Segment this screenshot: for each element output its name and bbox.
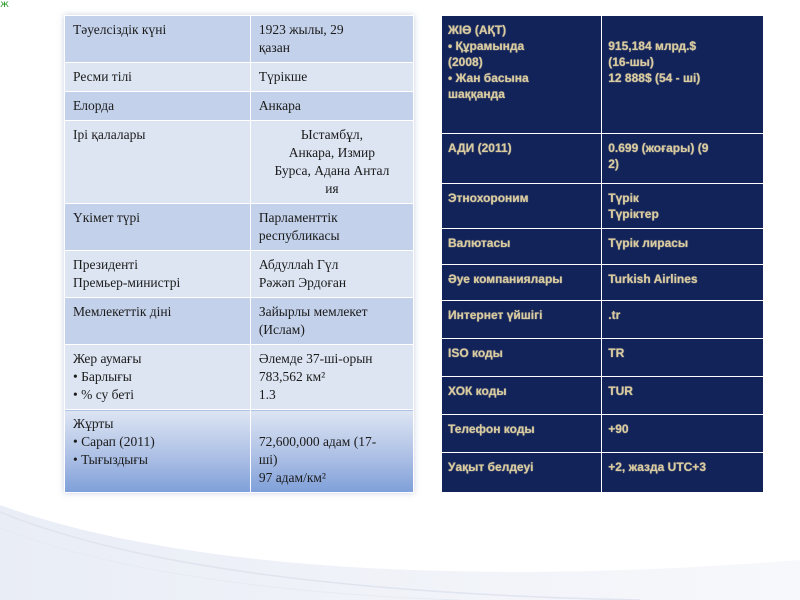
row-value-line: 0.699 (жоғары) (9 [608, 141, 709, 155]
row-value-line: Ыстамбұл, [300, 127, 363, 142]
row-value [250, 251, 413, 298]
row-label [65, 251, 251, 298]
row-label-line: • Сарап (2011) [73, 434, 155, 449]
row-label-line: Премьер-министрі [73, 275, 181, 290]
table-row [442, 415, 764, 453]
row-value [250, 298, 413, 345]
row-value-line: Түрік [608, 191, 639, 205]
row-value-line: 783,562 км² [258, 369, 326, 384]
row-value-line: қазан [258, 40, 290, 55]
row-value-line: Рәжәп Эрдоған [258, 275, 347, 290]
table-row [65, 251, 414, 298]
row-label [442, 265, 602, 301]
row-label-line: ISO коды [448, 346, 503, 360]
row-label-line: Этнохороним [448, 191, 529, 205]
row-label [442, 415, 602, 453]
row-label-line: шаққанда [448, 87, 505, 101]
row-label-line: Әуе компаниялары [448, 272, 563, 286]
row-label-line: • Тығыздығы [73, 452, 148, 467]
row-label [442, 229, 602, 265]
table-row [442, 265, 764, 301]
row-value [250, 92, 413, 121]
row-value [250, 345, 413, 410]
row-label [442, 339, 602, 377]
row-value-line: 2) [608, 157, 619, 171]
country-economy-table [441, 15, 764, 493]
row-label-line: Президенті [73, 257, 138, 272]
table-row [65, 298, 414, 345]
row-label [442, 184, 602, 229]
row-value-line: республикасы [258, 228, 340, 243]
row-value-line: +90 [608, 422, 629, 436]
row-label-line: Валютасы [448, 236, 511, 250]
row-value [602, 377, 764, 415]
table-row [442, 377, 764, 415]
row-value [250, 410, 413, 493]
country-info-table [64, 15, 414, 493]
row-value-line: Түріктер [608, 207, 659, 221]
row-label-line: Мемлекеттік діні [73, 304, 172, 319]
row-value-line: (16-шы) [608, 55, 654, 69]
row-value [602, 453, 764, 493]
row-value-line [608, 23, 611, 37]
table-row [442, 134, 764, 184]
row-value-line: (Ислам) [258, 322, 305, 337]
row-label-line: Елорда [73, 98, 115, 113]
row-value-line: 12 888$ (54 - ші) [608, 71, 701, 85]
table-row [65, 121, 414, 204]
row-value-line: Әлемде 37-ші-орын [258, 351, 373, 366]
table-row [65, 16, 414, 63]
row-label [65, 92, 251, 121]
table-row [65, 410, 414, 493]
row-label [65, 204, 251, 251]
row-value-line: ия [325, 181, 339, 196]
row-value-line: TUR [608, 384, 633, 398]
row-label-line: Ресми тілі [73, 69, 132, 84]
table-row [65, 92, 414, 121]
table-row [65, 345, 414, 410]
row-value [602, 415, 764, 453]
row-value-line: Бурса, Адана Антал [274, 163, 390, 178]
row-label [442, 16, 602, 134]
row-value [602, 301, 764, 339]
row-value [602, 134, 764, 184]
table-row [65, 63, 414, 92]
row-value-line: Абдуллаһ Гүл [258, 257, 339, 272]
row-value [602, 265, 764, 301]
row-value [250, 121, 413, 204]
row-label-line: АДИ (2011) [448, 141, 512, 155]
row-label [65, 410, 251, 493]
row-label [65, 298, 251, 345]
row-label-line: (2008) [448, 55, 483, 69]
row-value-line: 915,184 млрд.$ [608, 39, 697, 53]
row-value-line: Түрік лирасы [608, 236, 689, 250]
table-row [442, 16, 764, 134]
row-label [442, 453, 602, 493]
row-label [65, 16, 251, 63]
row-value-line: 97 адам/км² [258, 470, 326, 485]
row-value-line: ші) [258, 452, 278, 467]
row-value-line: Turkish Airlines [608, 272, 698, 286]
row-value-line: +2, жазда UTC+3 [608, 460, 706, 474]
row-label-line: Жұрты [73, 416, 114, 431]
row-value-line: 72,600,000 адам (17- [258, 434, 377, 449]
row-label-line: • Барлығы [73, 369, 132, 384]
row-value [602, 339, 764, 377]
row-value [250, 204, 413, 251]
row-label [65, 121, 251, 204]
row-value-line [259, 416, 262, 431]
row-value [602, 16, 764, 134]
row-label-line: Үкімет түрі [73, 210, 141, 225]
row-label-line: Ірі қалалары [73, 127, 146, 142]
row-value-line: Парламенттік [258, 210, 338, 225]
row-label-line: Жер аумағы [73, 351, 142, 366]
table-row [442, 339, 764, 377]
row-value-line: Түрікше [258, 69, 308, 84]
corner-mark: ж [0, 0, 10, 10]
row-label [442, 301, 602, 339]
table-row [442, 184, 764, 229]
row-label-line: • Жан басына [448, 71, 529, 85]
row-label [65, 345, 251, 410]
row-label [442, 134, 602, 184]
row-value-line: TR [608, 346, 625, 360]
row-value [250, 16, 413, 63]
row-label [65, 63, 251, 92]
row-label [442, 377, 602, 415]
row-value-line: 1.3 [258, 387, 276, 402]
table-row [65, 204, 414, 251]
row-label-line: ХОК коды [448, 384, 507, 398]
row-label-line: • Құрамында [448, 39, 525, 53]
table-row [442, 229, 764, 265]
row-label-line: Тәуелсіздік күні [73, 22, 167, 37]
row-label-line: Уақыт белдеуі [448, 460, 534, 474]
row-value [602, 184, 764, 229]
row-value [602, 229, 764, 265]
row-value-line: 1923 жылы, 29 [258, 22, 344, 37]
row-value-line: Анкара [258, 98, 301, 113]
row-label-line: ЖІӨ (АҚТ) [448, 23, 507, 37]
row-value-line: Анкара, Измир [288, 145, 376, 160]
table-row [442, 453, 764, 493]
row-label-line: Интернет үйшігі [448, 308, 543, 322]
row-value-line: Зайырлы мемлекет [258, 304, 368, 319]
row-label-line: • % су беті [73, 387, 134, 402]
table-row [442, 301, 764, 339]
row-value [250, 63, 413, 92]
row-value-line: .tr [608, 308, 621, 322]
row-label-line: Телефон коды [448, 422, 535, 436]
